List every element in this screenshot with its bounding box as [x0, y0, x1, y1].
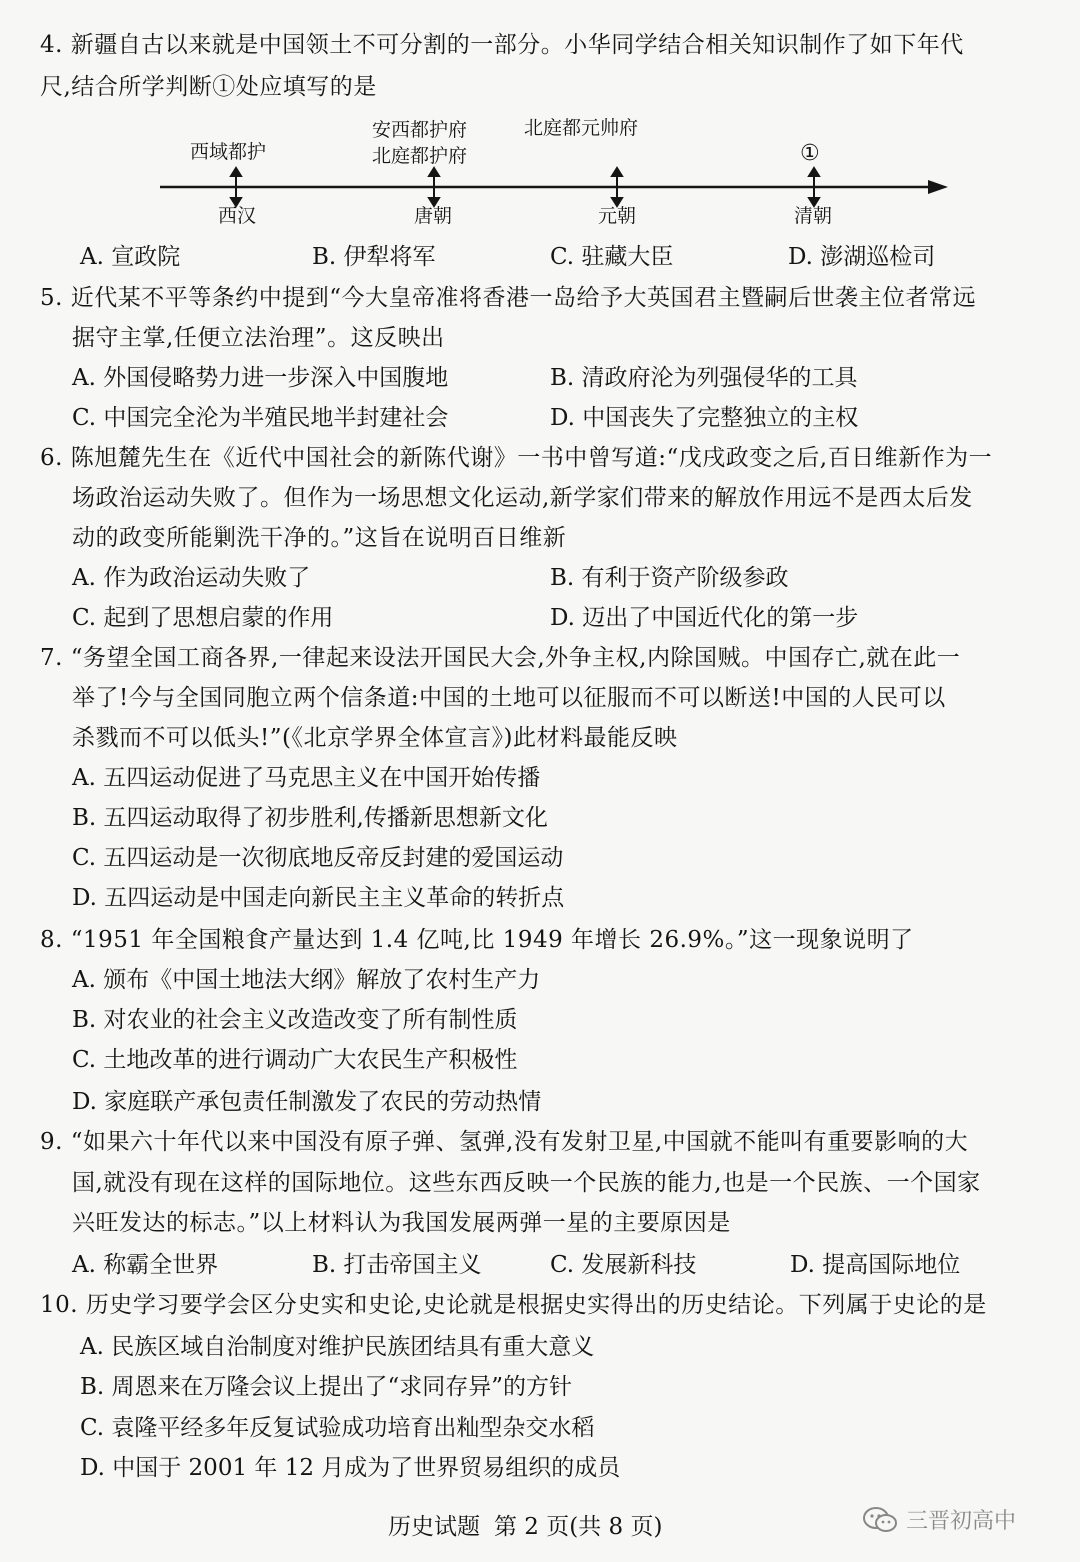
q5-option-b[interactable]: B. 清政府沦为列强侵华的工具	[550, 365, 858, 391]
footer-subject: 历史试题	[388, 1514, 480, 1540]
q7-option-a[interactable]: A. 五四运动促进了马克思主义在中国开始传播	[72, 765, 541, 791]
q7-option-d[interactable]: D. 五四运动是中国走向新民主主义革命的转折点	[72, 885, 565, 911]
q7-option-b[interactable]: B. 五四运动取得了初步胜利,传播新思想新文化	[72, 805, 548, 831]
footer-page-number: 第 2 页(共 8 页)	[494, 1514, 663, 1540]
watermark	[862, 1504, 1016, 1535]
q6-option-d[interactable]: D. 迈出了中国近代化的第一步	[550, 605, 859, 631]
timeline-label-anxi: 安西都护府	[372, 119, 468, 141]
q4-option-c[interactable]: C. 驻藏大臣	[550, 244, 674, 270]
timeline-label-beiting: 北庭都护府	[372, 145, 468, 167]
q10-stem-line-1: 10. 历史学习要学会区分史实和史论,史论就是根据史实得出的历史结论。下列属于史论的是	[40, 1292, 987, 1318]
wechat-icon	[862, 1506, 898, 1534]
timeline-label-xiyu: 西域都护	[190, 141, 267, 163]
q10-option-b[interactable]: B. 周恩来在万隆会议上提出了“求同存异”的方针	[80, 1374, 573, 1400]
page-footer	[388, 1508, 676, 1541]
q4-option-a[interactable]: A. 宣政院	[80, 244, 181, 270]
q6-stem-line-3: 动的政变所能剿洗干净的。”这旨在说明百日维新	[72, 525, 567, 551]
timeline-era-xihan: 西汉	[218, 205, 257, 227]
q9-option-c[interactable]: C. 发展新科技	[550, 1252, 697, 1278]
q6-stem-line-1: 6. 陈旭麓先生在《近代中国社会的新陈代谢》一书中曾写道:“戊戌政变之后,百日维新作为一	[40, 445, 993, 471]
q8-option-a[interactable]: A. 颁布《中国土地法大纲》解放了农村生产力	[72, 967, 541, 993]
q6-option-b[interactable]: B. 有利于资产阶级参政	[550, 565, 789, 591]
q6-option-c[interactable]: C. 起到了思想启蒙的作用	[72, 605, 334, 631]
q8-option-b[interactable]: B. 对农业的社会主义改造改变了所有制性质	[72, 1007, 518, 1033]
q9-stem-line-2: 国,就没有现在这样的国际地位。这些东西反映一个民族的能力,也是一个民族、一个国家	[72, 1170, 981, 1196]
q9-stem-line-3: 兴旺发达的标志。”以上材料认为我国发展两弹一星的主要原因是	[72, 1210, 731, 1236]
q10-option-a[interactable]: A. 民族区域自治制度对维护民族团结具有重大意义	[80, 1334, 595, 1360]
q5-stem-line-1: 5. 近代某不平等条约中提到“今大皇帝准将香港一岛给予大英国君主暨嗣后世袭主位者常远	[40, 285, 977, 311]
q10-option-d[interactable]: D. 中国于 2001 年 12 月成为了世界贸易组织的成员	[80, 1455, 621, 1481]
q5-option-c[interactable]: C. 中国完全沦为半殖民地半封建社会	[72, 405, 449, 431]
q9-option-b[interactable]: B. 打击帝国主义	[312, 1252, 482, 1278]
q8-option-c[interactable]: C. 土地改革的进行调动广大农民生产积极性	[72, 1047, 518, 1073]
q4-option-d[interactable]: D. 澎湖巡检司	[788, 244, 936, 270]
q8-stem-line-1: 8. “1951 年全国粮食产量达到 1.4 亿吨,比 1949 年增长 26.9%。”这一现象说明了	[40, 927, 914, 953]
q7-option-c[interactable]: C. 五四运动是一次彻底地反帝反封建的爱国运动	[72, 845, 564, 871]
timeline-era-qing: 清朝	[794, 205, 833, 227]
q7-stem-line-3: 杀戮而不可以低头!”(《北京学界全体宣言》)此材料最能反映	[72, 725, 678, 751]
timeline-label-blank: ①	[800, 141, 820, 166]
watermark-text: 三晋初高中	[906, 1509, 1017, 1534]
q9-option-d[interactable]: D. 提高国际地位	[790, 1252, 961, 1278]
timeline-label-yuanshuaifu: 北庭都元帅府	[524, 117, 639, 139]
q5-option-d[interactable]: D. 中国丧失了完整独立的主权	[550, 405, 859, 431]
q7-stem-line-1: 7. “务望全国工商各界,一律起来设法开国民大会,外争主权,内除国贼。中国存亡,就在此一	[40, 645, 961, 671]
q6-option-a[interactable]: A. 作为政治运动失败了	[72, 565, 311, 591]
q4-stem-line-2: 尺,结合所学判断①处应填写的是	[40, 74, 377, 100]
q8-option-d[interactable]: D. 家庭联产承包责任制激发了农民的劳动热情	[72, 1089, 542, 1115]
timeline-era-yuan: 元朝	[598, 205, 637, 227]
timeline-era-tang: 唐朝	[414, 205, 453, 227]
q4-stem-line-1: 4. 新疆自古以来就是中国领土不可分割的一部分。小华同学结合相关知识制作了如下年代	[40, 32, 964, 58]
q5-stem-line-2: 据守主掌,任便立法治理”。这反映出	[72, 325, 445, 351]
q5-option-a[interactable]: A. 外国侵略势力进一步深入中国腹地	[72, 365, 449, 391]
q4-option-b[interactable]: B. 伊犁将军	[312, 244, 436, 270]
q7-stem-line-2: 举了!今与全国同胞立两个信条道:中国的土地可以征服而不可以断送!中国的人民可以	[72, 685, 946, 711]
q9-option-a[interactable]: A. 称霸全世界	[72, 1252, 219, 1278]
q10-option-c[interactable]: C. 袁隆平经多年反复试验成功培育出籼型杂交水稻	[80, 1415, 595, 1441]
q9-stem-line-1: 9. “如果六十年代以来中国没有原子弹、氢弹,没有发射卫星,中国就不能叫有重要影响的大	[40, 1129, 969, 1155]
q6-stem-line-2: 场政治运动失败了。但作为一场思想文化运动,新学家们带来的解放作用远不是西太后发	[72, 485, 973, 511]
